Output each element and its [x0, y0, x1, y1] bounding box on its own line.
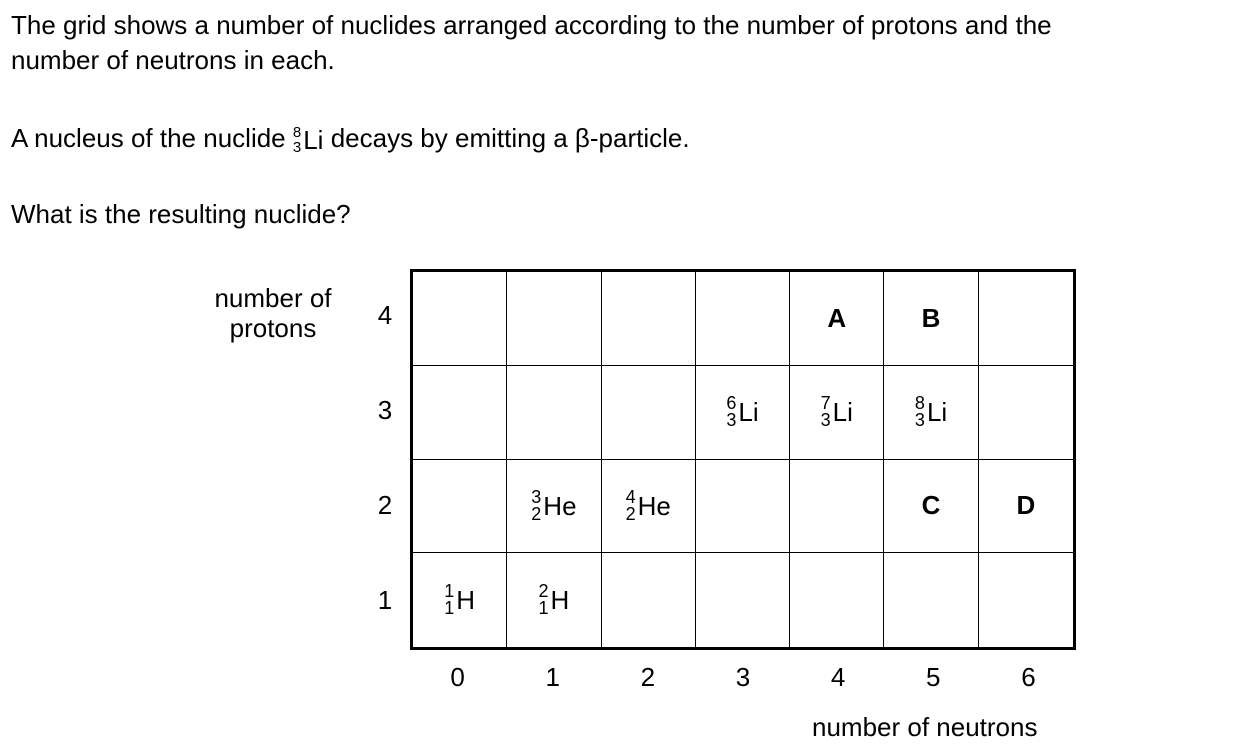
grid-cell-p3-n1: [507, 366, 601, 460]
x-tick-label: 0: [450, 662, 465, 692]
nuclide-he-3: [531, 486, 577, 524]
y-tick-label: 2: [377, 490, 393, 521]
grid-cell-p1-n5: [884, 553, 978, 647]
atomic-number: 3: [726, 410, 737, 431]
grid-cell-p3-n3: [696, 366, 790, 460]
atomic-number: 2: [531, 503, 542, 524]
nuclide-li-8: [915, 395, 947, 429]
grid-cell-p2-n3: [696, 460, 790, 554]
x-axis-title: number of neutrons: [812, 712, 1038, 742]
nuclide-he-4: [625, 486, 671, 524]
grid-cell-p3-n4: [790, 366, 884, 460]
element-symbol: H: [550, 585, 570, 616]
grid-cell-p4-n3: [696, 272, 790, 366]
atomic-number: 1: [444, 598, 455, 619]
element-symbol: Li: [926, 397, 948, 428]
y-axis-title-line-2: protons: [229, 313, 317, 343]
grid-cell-p2-n4: [790, 460, 884, 554]
mass-number: 7: [820, 393, 831, 414]
x-tick-label: 2: [640, 662, 656, 692]
question-statement: [11, 121, 690, 155]
nuclide-li-7: [821, 395, 853, 429]
grid-cell-p1-n3: [696, 553, 790, 647]
statement-prefix: A nucleus of the nuclide: [11, 123, 286, 153]
grid-cell-p3-n6: [979, 366, 1073, 460]
grid-cell-p4-n0: [413, 272, 507, 366]
option-label-c: C: [921, 490, 941, 521]
element-symbol: Li: [738, 397, 759, 428]
x-tick-label: 6: [1021, 662, 1036, 692]
question-prompt: What is the resulting nuclide?: [11, 199, 351, 229]
mass-number: 6: [726, 393, 737, 414]
statement-suffix: decays by emitting a β-particle.: [330, 123, 690, 153]
x-tick-label: 4: [830, 662, 846, 692]
grid-cell-p1-n1: [507, 553, 601, 647]
grid-cell-p4-n6: [979, 272, 1073, 366]
element-symbol: He: [543, 490, 577, 521]
grid-cell-p4-n4: [790, 272, 884, 366]
atomic-number: 3: [914, 410, 925, 431]
grid-cell-p2-n2: [602, 460, 696, 554]
option-label-d: D: [1016, 490, 1036, 521]
nuclide-grid: [410, 269, 1076, 650]
grid-cell-p2-n5: [884, 460, 978, 554]
grid-cell-p2-n0: [413, 460, 507, 554]
nuclide-li-6: [726, 395, 758, 429]
atomic-number: 3: [820, 410, 831, 431]
mass-number: 1: [444, 581, 455, 602]
question-text-line-2: number of neutrons in each.: [11, 45, 335, 75]
question-text-line-1: The grid shows a number of nuclides arranged according to the number of protons and the: [11, 10, 1052, 40]
y-axis-title: [196, 283, 350, 343]
y-tick-label: 4: [377, 299, 393, 330]
grid-cell-p3-n5: [884, 366, 978, 460]
grid-cell-p2-n6: [979, 460, 1073, 554]
grid-cell-p4-n2: [602, 272, 696, 366]
grid-cell-p3-n0: [413, 366, 507, 460]
element-symbol: Li: [832, 397, 853, 428]
atomic-number: 1: [538, 598, 549, 619]
mass-number: 8: [914, 393, 925, 414]
y-tick-label: 1: [377, 585, 393, 616]
grid-cell-p3-n2: [602, 366, 696, 460]
grid-cell-p1-n4: [790, 553, 884, 647]
grid-cell-p1-n6: [979, 553, 1073, 647]
grid-cell-p1-n0: [413, 553, 507, 647]
y-axis-title-line-1: number of: [214, 283, 332, 313]
mass-number: 3: [531, 486, 542, 507]
x-tick-label: 5: [926, 662, 941, 692]
grid-cell-p4-n5: [884, 272, 978, 366]
mass-number: 4: [625, 486, 636, 507]
option-label-a: A: [827, 302, 847, 333]
nuclide-h-1: [444, 583, 475, 617]
atomic-number: 3: [292, 139, 302, 157]
nuclide-li-8-inline: [293, 125, 324, 155]
grid-cell-p1-n2: [602, 553, 696, 647]
option-label-b: B: [921, 302, 941, 333]
element-symbol: He: [637, 490, 671, 521]
element-symbol: Li: [303, 125, 324, 156]
grid-cell-p2-n1: [507, 460, 601, 554]
x-tick-label: 1: [545, 662, 560, 692]
mass-number: 2: [538, 581, 549, 602]
x-tick-label: 3: [735, 662, 751, 692]
nuclide-h-2: [539, 583, 570, 617]
atomic-number: 2: [625, 503, 636, 524]
y-tick-label: 3: [377, 394, 393, 425]
grid-cell-p4-n1: [507, 272, 601, 366]
mass-number: 8: [292, 124, 302, 142]
element-symbol: H: [456, 585, 476, 616]
